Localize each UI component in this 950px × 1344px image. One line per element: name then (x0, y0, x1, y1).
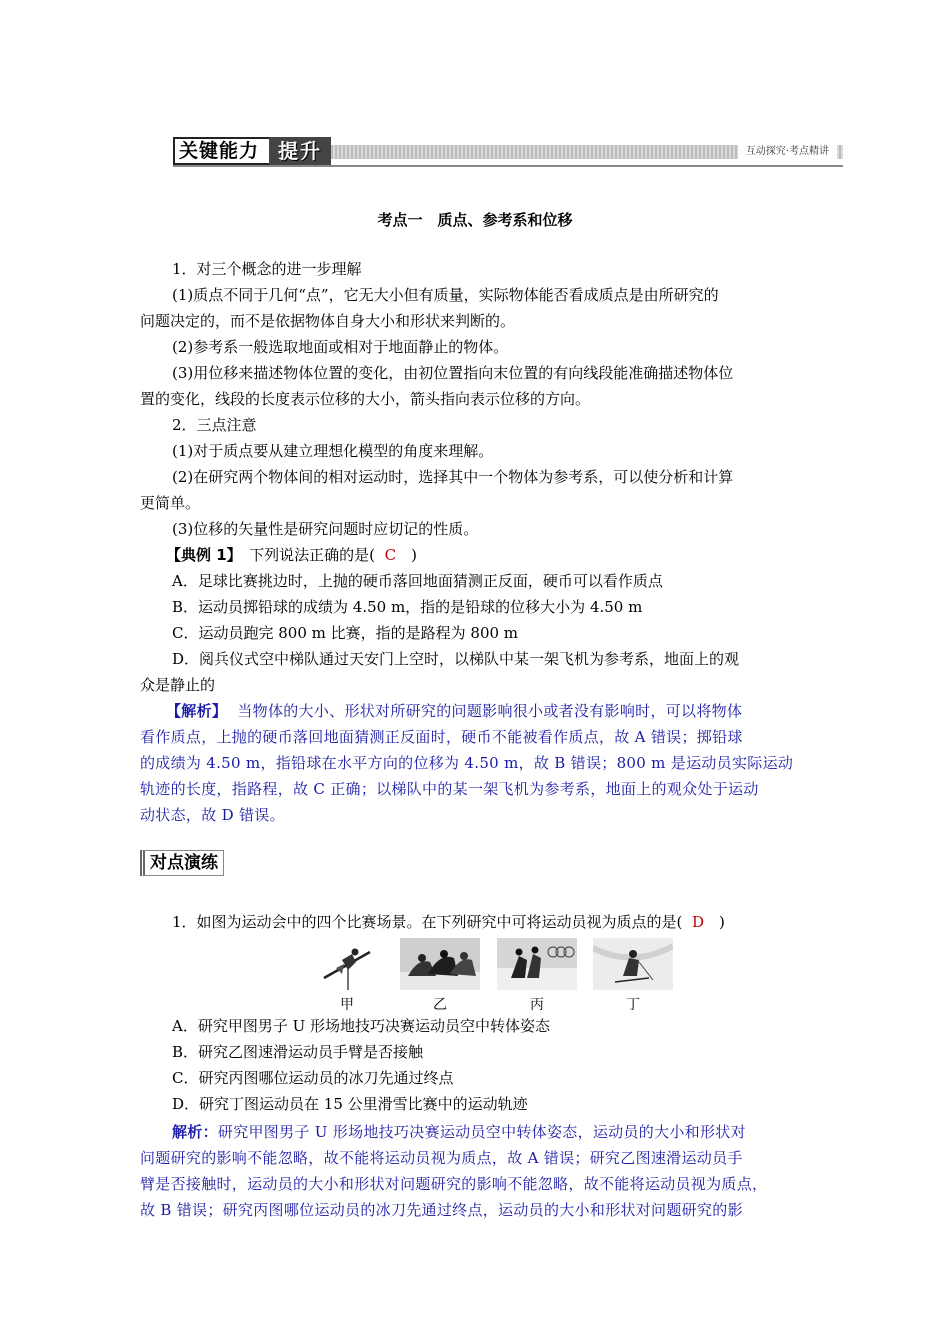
practice-option-d: D．研究丁图运动员在 15 公里滑雪比赛中的运动轨迹 (172, 1095, 528, 1113)
practice-heading: 对点演练 (140, 850, 224, 876)
photo-yi (400, 938, 480, 990)
section2-p1: (1)对于质点要从建立理想化模型的角度来理解。 (172, 442, 494, 460)
practice-analysis-line3: 臂是否接触时，运动员的大小和形状对问题研究的影响不能忽略，故不能将运动员视为质点， (140, 1175, 768, 1193)
practice-analysis-label: 解析： (172, 1123, 218, 1141)
example1-analysis-label: 【解析】 (166, 702, 228, 720)
example1-question (166, 545, 417, 565)
practice-option-b: B．研究乙图速滑运动员手臂是否接触 (172, 1043, 424, 1061)
section1-p3b: 置的变化，线段的长度表示位移的大小，箭头指向表示位移的方向。 (140, 390, 591, 408)
photo-caption-bing: 丙 (530, 997, 544, 1013)
example1-option-a: A．足球比赛挑边时，上抛的硬币落回地面猜测正反面，硬币可以看作质点 (172, 572, 663, 590)
example1-analysis-line3: 的成绩为 4.50 m，指铅球在水平方向的位移为 4.50 m，故 B 错误；800 m 是运动员实际运动 (140, 754, 794, 772)
photo-caption-jia: 甲 (340, 997, 354, 1013)
practice-q1-stem: 1．如图为运动会中的四个比赛场景。在下列研究中可将运动员视为质点的是( (172, 913, 683, 931)
photo-bing (497, 938, 577, 990)
banner-label: 关键能力 (173, 137, 271, 165)
example1-option-d1: D．阅兵仪式空中梯队通过天安门上空时，以梯队中某一架飞机为参考系，地面上的观 (172, 650, 740, 668)
practice-option-c: C．研究丙图哪位运动员的冰刀先通过终点 (172, 1069, 454, 1087)
example1-analysis-line5: 动状态，故 D 错误。 (140, 806, 285, 824)
section2-p3: (3)位移的矢量性是研究问题时应切记的性质。 (172, 520, 479, 538)
photo-caption-yi: 乙 (433, 997, 447, 1013)
practice-q1 (172, 912, 725, 932)
example1-analysis-line2: 看作质点，上抛的硬币落回地面猜测正反面时，硬币不能被看作质点，故 A 错误；掷铅球 (140, 728, 743, 746)
example1-option-c: C．运动员跑完 800 m 比赛，指的是路程为 800 m (172, 624, 519, 642)
photo-caption-ding: 丁 (626, 997, 640, 1013)
banner-underline (173, 165, 843, 167)
example1-option-b: B．运动员掷铅球的成绩为 4.50 m，指的是铅球的位移大小为 4.50 m (172, 598, 643, 616)
section2-p2b: 更简单。 (140, 494, 201, 512)
banner-highlight: 提升 (269, 137, 331, 165)
section1-p1a: (1)质点不同于几何“点”，它无大小但有质量，实际物体能否看成质点是由所研究的 (172, 286, 719, 304)
practice-q1-answer: D (691, 913, 704, 931)
example1-analysis-line4: 轨迹的长度，指路程，故 C 正确；以梯队中的某一架飞机为参考系，地面上的观众处于运动 (140, 780, 759, 798)
photo-jia (322, 938, 372, 990)
practice-analysis-line4: 故 B 错误；研究丙图哪位运动员的冰刀先通过终点，运动员的大小和形状对问题研究的影 (140, 1201, 743, 1219)
section1-p1b: 问题决定的，而不是依据物体自身大小和形状来判断的。 (140, 312, 516, 330)
practice-analysis-line2: 问题研究的影响不能忽略，故不能将运动员视为质点，故 A 错误；研究乙图速滑运动员手 (140, 1149, 743, 1167)
example1-option-d2: 众是静止的 (140, 676, 216, 694)
practice-analysis-line1: 解析：研究甲图男子 U 形场地技巧决赛运动员空中转体姿态，运动员的大小和形状对 (172, 1123, 746, 1141)
example1-stem: 下列说法正确的是( (234, 546, 376, 564)
example1-answer: C (384, 546, 397, 564)
photo-ding (593, 938, 673, 990)
section1-p2: (2)参考系一般选取地面或相对于地面静止的物体。 (172, 338, 509, 356)
example1-label: 【典例 1】 (166, 546, 235, 564)
section2-heading: 2．三点注意 (172, 416, 257, 434)
section1-p3a: (3)用位移来描述物体位置的变化，由初位置指向末位置的有向线段能准确描述物体位 (172, 364, 734, 382)
example1-analysis-line1: 【解析】 当物体的大小、形状对所研究的问题影响很小或者没有影响时，可以将物体 (166, 702, 743, 720)
page-title: 考点一 质点、参考系和位移 (377, 211, 573, 229)
practice-q1-close: ) (703, 913, 725, 931)
example1-close: ) (396, 546, 417, 564)
banner-right-text: 互动探究·考点精讲 (738, 145, 837, 159)
practice-option-a: A．研究甲图男子 U 形场地技巧决赛运动员空中转体姿态 (172, 1017, 551, 1035)
section2-p2a: (2)在研究两个物体间的相对运动时，选择其中一个物体为参考系，可以使分析和计算 (172, 468, 734, 486)
section1-heading: 1．对三个概念的进一步理解 (172, 260, 362, 278)
section-banner (173, 137, 843, 169)
